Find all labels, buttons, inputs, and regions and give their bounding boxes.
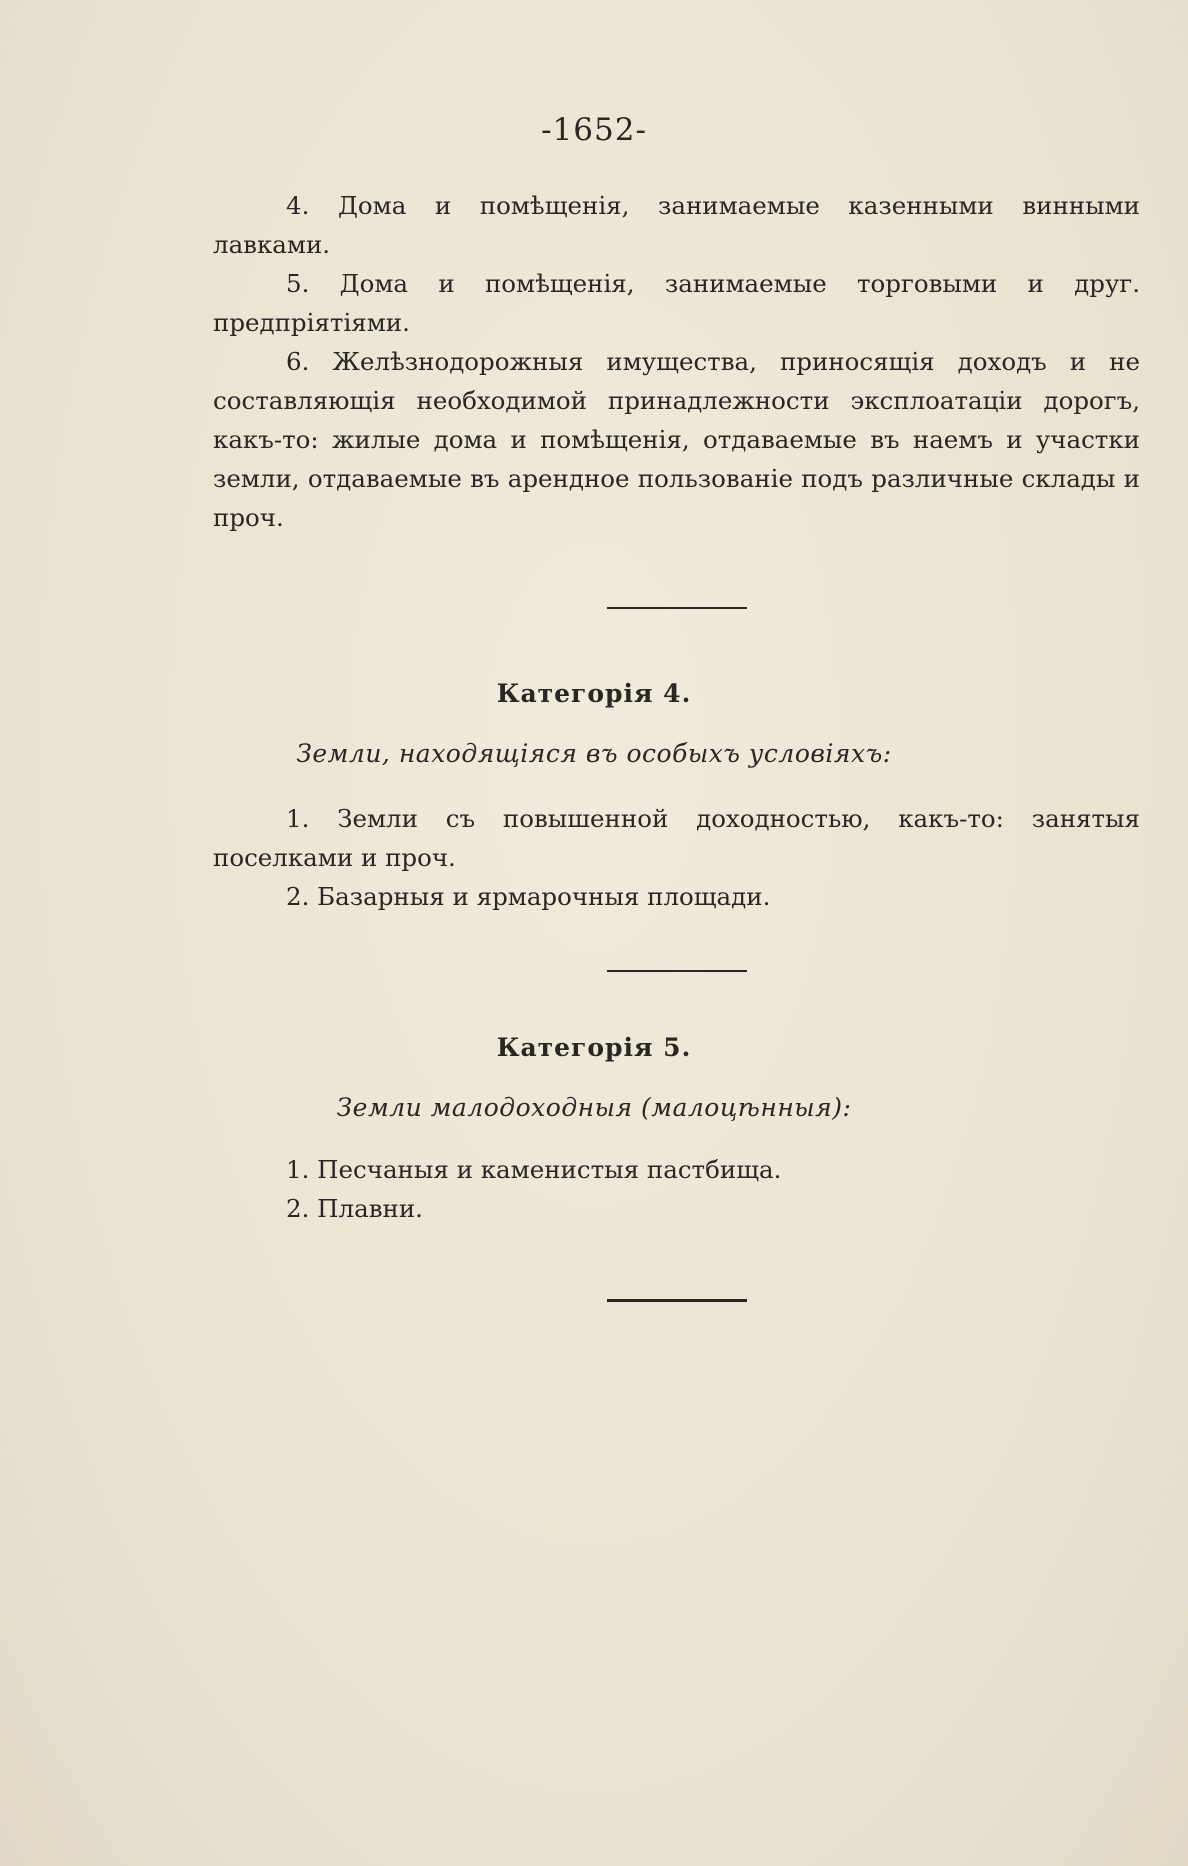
list-item: 1. Земли съ повышенной доходностью, какъ-то: занятыя поселками и проч. bbox=[213, 804, 1140, 872]
page-number: -1652- bbox=[541, 112, 647, 148]
section-divider bbox=[607, 607, 747, 609]
list-item: 6. Желѣзнодорожныя имущества, приносящія доходъ и не составляющія необходимой принадлежности эксплоатаціи дорогъ, какъ-то: жилые дома и помѣщенія, отдаваемые въ наемъ и участки земли, отдаваемые въ арендное пользованіе подъ различные склады и проч. bbox=[213, 347, 1140, 532]
category-5-subtitle: Земли малодоходныя (малоцѣнныя): bbox=[336, 1093, 852, 1122]
list-item: 2. Плавни. bbox=[286, 1194, 423, 1223]
end-divider bbox=[607, 1299, 747, 1302]
list-item: 5. Дома и помѣщенія, занимаемые торговыми и друг. предпріятіями. bbox=[213, 269, 1140, 337]
list-item: 4. Дома и помѣщенія, занимаемые казенными винными лавками. bbox=[213, 191, 1140, 259]
list-item: 2. Базарныя и ярмарочныя площади. bbox=[286, 882, 771, 911]
category-4-title: Категорія 4. bbox=[496, 679, 692, 708]
section-divider bbox=[607, 970, 747, 972]
category-4-list bbox=[213, 799, 1140, 916]
category-5-title: Категорія 5. bbox=[496, 1033, 692, 1062]
category-4-subtitle: Земли, находящіяся въ особыхъ условіяхъ: bbox=[296, 739, 892, 768]
top-section bbox=[213, 186, 1140, 537]
category-5-list bbox=[213, 1150, 1140, 1228]
list-item: 1. Песчаныя и каменистыя пастбища. bbox=[286, 1155, 782, 1184]
